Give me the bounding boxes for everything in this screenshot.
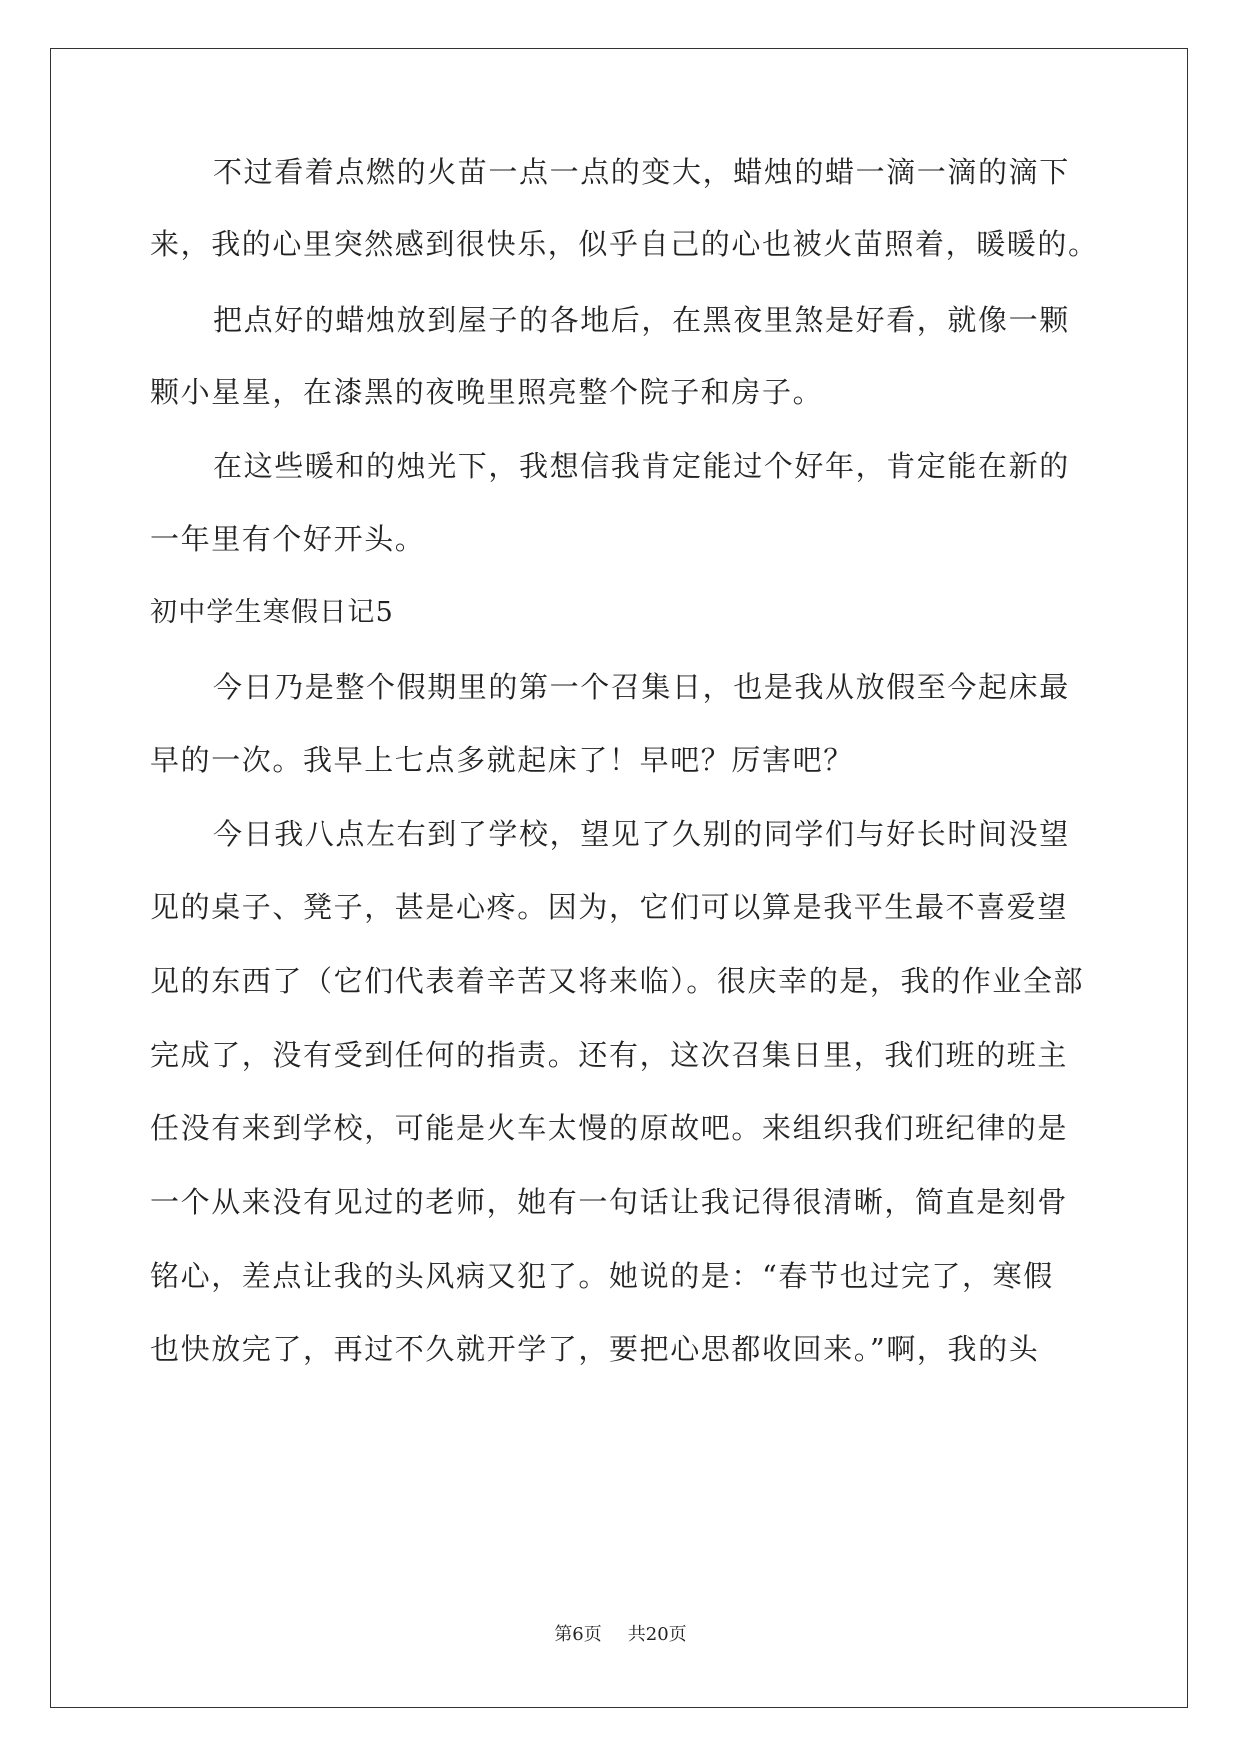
- paragraph-line: 今日我八点左右到了学校，望见了久别的同学们与好长时间没望: [213, 817, 1070, 851]
- paragraph-line: 见的桌子、凳子，甚是心疼。因为，它们可以算是我平生最不喜爱望: [150, 890, 1069, 924]
- page-border: [50, 48, 1188, 1708]
- paragraph-line: 把点好的蜡烛放到屋子的各地后，在黑夜里煞是好看，就像一颗: [213, 303, 1070, 337]
- paragraph-line: 任没有来到学校，可能是火车太慢的原故吧。来组织我们班纪律的是: [150, 1111, 1069, 1145]
- paragraph-line: 颗小星星，在漆黑的夜晚里照亮整个院子和房子。: [150, 375, 824, 409]
- paragraph-line: 早的一次。我早上七点多就起床了！早吧？厉害吧？: [150, 743, 854, 777]
- page-total: 共20页: [627, 1624, 687, 1645]
- paragraph-line: 完成了，没有受到任何的指责。还有，这次召集日里，我们班的班主: [150, 1038, 1069, 1072]
- paragraph-line: 一个从来没有见过的老师，她有一句话让我记得很清晰，简直是刻骨: [150, 1185, 1069, 1219]
- section-heading: 初中学生寒假日记5: [150, 597, 394, 628]
- paragraph-line: 见的东西了（它们代表着辛苦又将来临）。很庆幸的是，我的作业全部: [150, 964, 1085, 998]
- paragraph-line: 也快放完了，再过不久就开学了，要把心思都收回来。”啊，我的头: [150, 1332, 1040, 1366]
- paragraph-line: 不过看着点燃的火苗一点一点的变大，蜡烛的蜡一滴一滴的滴下: [213, 155, 1070, 189]
- paragraph-line: 今日乃是整个假期里的第一个召集日，也是我从放假至今起床最: [213, 670, 1070, 704]
- paragraph-line: 在这些暖和的烛光下，我想信我肯定能过个好年，肯定能在新的: [213, 449, 1070, 483]
- paragraph-line: 铭心，差点让我的头风病又犯了。她说的是：“春节也过完了，寒假: [150, 1259, 1054, 1293]
- paragraph-line: 一年里有个好开头。: [150, 522, 426, 556]
- paragraph-line: 来，我的心里突然感到很快乐，似乎自己的心也被火苗照着，暖暖的。: [150, 227, 1099, 261]
- page-footer: [0, 1620, 1241, 1646]
- page-number: 第6页: [554, 1624, 602, 1645]
